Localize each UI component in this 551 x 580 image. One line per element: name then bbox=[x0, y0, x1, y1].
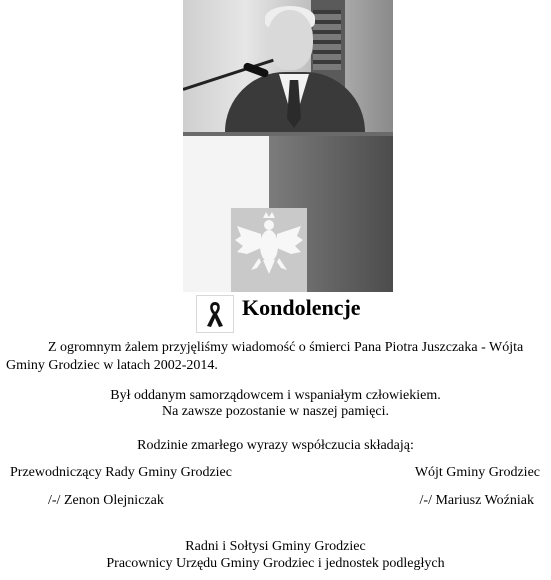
polish-eagle-emblem-icon bbox=[231, 208, 307, 292]
signatory-left-name: /-/ Zenon Olejniczak bbox=[48, 493, 164, 508]
memorial-line-2: Na zawsze pozostanie w naszej pamięci. bbox=[161, 404, 389, 419]
signatory-left-role: Przewodniczący Rady Gminy Grodziec bbox=[10, 465, 232, 480]
memorial-photo bbox=[183, 0, 393, 292]
condolences-line: Rodzinie zmarłego wyrazy współczucia składają: bbox=[137, 438, 414, 453]
page-title: Kondolencje bbox=[242, 295, 361, 320]
signatory-right-role: Wójt Gminy Grodziec bbox=[414, 465, 540, 480]
footer-line-2: Pracownicy Urzędu Gminy Grodziec i jednostek podległych bbox=[106, 556, 445, 571]
photo-wall-stripes bbox=[313, 10, 341, 70]
memorial-line-1: Był oddanym samorządowcem i wspaniałym człowiekiem. bbox=[110, 388, 441, 403]
intro-paragraph: Z ogromnym żalem przyjęliśmy wiadomość o śmierci Pana Piotra Juszczaka - Wójta Gminy Grodziec w latach 2002-2014. bbox=[6, 340, 524, 373]
signatory-right-name: /-/ Mariusz Woźniak bbox=[419, 493, 534, 508]
mourning-ribbon-icon bbox=[196, 295, 234, 333]
footer-line-1: Radni i Sołtysi Gminy Grodziec bbox=[185, 539, 366, 554]
